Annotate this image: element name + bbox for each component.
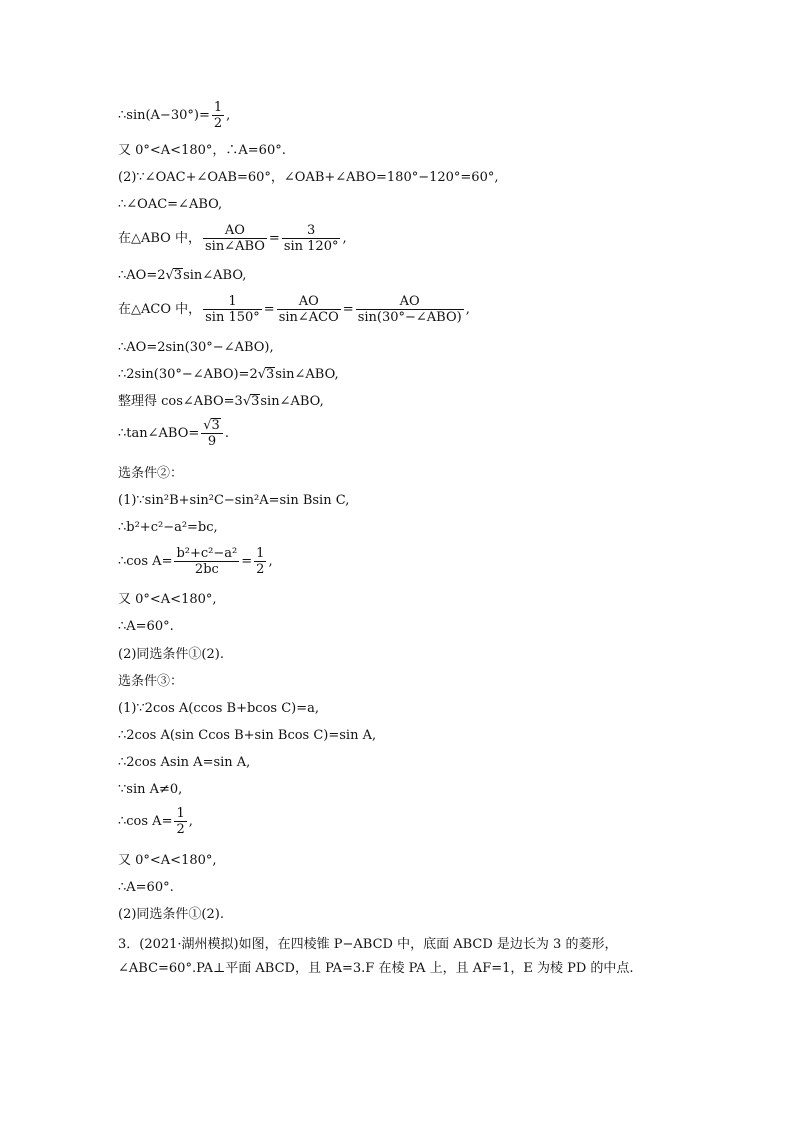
line-8: ∴AO=2sin(30°−∠ABO), xyxy=(118,340,274,355)
text: ∴AO=2 xyxy=(118,268,166,283)
text: 在△ACO 中， xyxy=(118,302,202,317)
text: = xyxy=(268,231,280,246)
fraction xyxy=(201,418,223,449)
sqrt-sign: √ xyxy=(242,394,252,409)
line-12: 选条件②： xyxy=(118,466,184,481)
sqrt-sign: √ xyxy=(203,418,212,433)
numerator: 1 xyxy=(256,546,265,561)
text: , xyxy=(342,231,347,246)
line-7 xyxy=(118,294,470,325)
text: , xyxy=(188,814,193,829)
numerator: AO xyxy=(356,294,464,310)
line-6 xyxy=(118,268,246,284)
text: ∴cos A= xyxy=(118,554,173,569)
line-18: (2)同选条件①(2). xyxy=(118,647,224,662)
line-16: 又 0°<A<180°, xyxy=(118,592,217,607)
line-17: ∴A=60°. xyxy=(118,619,174,634)
denominator: sin(30°−∠ABO) xyxy=(357,310,462,325)
line-14: ∴b²+c²−a²=bc, xyxy=(118,520,218,535)
line-5 xyxy=(118,223,347,254)
fraction xyxy=(174,806,186,837)
fraction xyxy=(174,546,239,577)
line-11 xyxy=(118,418,229,449)
text: = xyxy=(241,554,253,569)
sqrt-radicand: 3 xyxy=(173,268,183,283)
text: 整理得 cos∠ABO=3 xyxy=(118,394,243,409)
numerator: 1 xyxy=(176,806,185,821)
text: sin∠ABO, xyxy=(183,268,247,283)
text: 在△ABO 中， xyxy=(118,231,201,246)
line-26: ∴A=60°. xyxy=(118,880,174,895)
numerator: AO xyxy=(203,223,267,239)
text: ∴2sin(30°−∠ABO)=2 xyxy=(118,367,258,382)
sqrt-radicand: 3 xyxy=(251,394,260,409)
text: ∴tan∠ABO= xyxy=(118,426,200,441)
line-22: ∴2cos Asin A=sin A, xyxy=(118,755,251,770)
text: sin∠ABO, xyxy=(260,394,324,409)
line-4: ∴∠OAC=∠ABO, xyxy=(118,197,223,212)
fraction xyxy=(203,223,267,254)
denominator: sin∠ABO xyxy=(204,239,265,254)
denominator: 2bc xyxy=(194,562,219,577)
denominator: sin∠ACO xyxy=(278,310,339,325)
text: ∴sin(A−30°)= xyxy=(118,108,210,123)
text: . xyxy=(224,426,229,441)
sqrt-sign: √ xyxy=(257,367,267,382)
text: ∴cos A= xyxy=(118,814,173,829)
text: = xyxy=(263,302,275,317)
line-2: 又 0°<A<180°，∴A=60°. xyxy=(118,143,286,158)
text: , xyxy=(465,302,470,317)
line-10 xyxy=(118,394,324,410)
denominator: 2 xyxy=(176,822,185,837)
numerator: b²+c²−a² xyxy=(176,546,238,561)
line-21: ∴2cos A(sin Ccos B+sin Bcos C)=sin A, xyxy=(118,728,377,743)
fraction xyxy=(282,223,341,254)
denominator: sin 150° xyxy=(205,310,260,325)
numerator: 1 xyxy=(213,100,223,115)
numerator: AO xyxy=(277,294,341,310)
line-15 xyxy=(118,546,273,577)
sqrt-radicand: 3 xyxy=(211,418,220,433)
fraction xyxy=(356,294,464,325)
line-27: (2)同选条件①(2). xyxy=(118,907,224,922)
line-19: 选条件③： xyxy=(118,674,184,689)
denominator: sin 120° xyxy=(283,239,339,254)
numerator: 1 xyxy=(203,294,262,310)
fraction xyxy=(212,100,224,131)
numerator xyxy=(201,418,223,434)
problem-3-statement: 3．(2021·湖州模拟)如图，在四棱锥 P−ABCD 中，底面 ABCD 是边长为 3 的菱形，∠ABC=60°.PA⊥平面 ABCD，且 PA=3.F 在棱 PA 上，且 AF=1，E 为棱 PD 的中点. xyxy=(118,937,634,976)
text: , xyxy=(268,554,273,569)
fraction xyxy=(254,546,266,577)
fraction xyxy=(203,294,262,325)
fraction xyxy=(277,294,341,325)
line-24 xyxy=(118,806,193,837)
line-9 xyxy=(118,367,339,383)
sqrt-sign: √ xyxy=(165,268,174,283)
numerator: 3 xyxy=(282,223,341,239)
text: sin∠ABO, xyxy=(275,367,339,382)
line-23: ∵sin A≠0, xyxy=(118,782,183,797)
text: , xyxy=(226,108,231,123)
line-3: (2)∵∠OAC+∠OAB=60°，∠OAB+∠ABO=180°−120°=60°, xyxy=(118,170,499,185)
denominator: 9 xyxy=(207,434,217,449)
denominator: 2 xyxy=(213,116,223,131)
text: = xyxy=(342,302,354,317)
sqrt-radicand: 3 xyxy=(266,367,275,382)
line-1 xyxy=(118,100,230,131)
line-13: (1)∵sin²B+sin²C−sin²A=sin Bsin C, xyxy=(118,493,350,508)
line-25: 又 0°<A<180°, xyxy=(118,853,217,868)
line-20: (1)∵2cos A(ccos B+bcos C)=a, xyxy=(118,701,319,716)
denominator: 2 xyxy=(256,562,265,577)
